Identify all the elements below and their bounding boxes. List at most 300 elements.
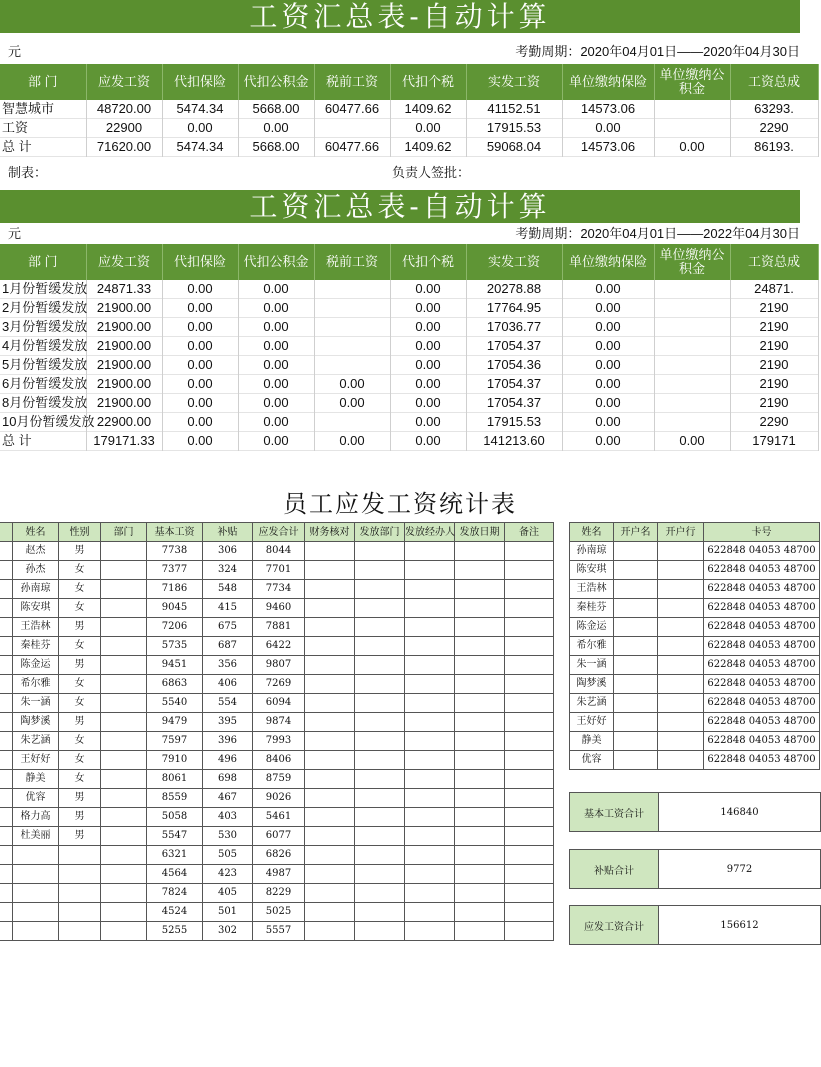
- empty-cell: [355, 865, 405, 884]
- employee-cell: 9026: [253, 789, 305, 808]
- employee-cell: [59, 884, 101, 903]
- employee-cell: [101, 846, 147, 865]
- empty-cell: [455, 751, 505, 770]
- bank-cell: [614, 675, 658, 694]
- value-cell: [314, 413, 390, 432]
- employee-cell: [101, 789, 147, 808]
- bank-cell: 622848 04053 48700: [704, 694, 820, 713]
- table-row: [570, 599, 820, 618]
- value-cell: 0.00: [390, 299, 466, 318]
- empty-cell: [455, 694, 505, 713]
- column-header: 应发工资: [86, 64, 162, 100]
- employee-cell: 6863: [147, 675, 203, 694]
- empty-cell: [405, 675, 455, 694]
- employee-cell: 赵杰: [13, 542, 59, 561]
- value-cell: 0.00: [238, 280, 314, 299]
- bank-cell: 622848 04053 48700: [704, 656, 820, 675]
- employee-cell: [101, 732, 147, 751]
- value-cell: 0.00: [390, 356, 466, 375]
- value-cell: 21900.00: [86, 318, 162, 337]
- empty-cell: [405, 751, 455, 770]
- empty-cell: [505, 637, 554, 656]
- table-row: [0, 770, 554, 789]
- employee-cell: 9045: [147, 599, 203, 618]
- empty-cell: [455, 789, 505, 808]
- empty-cell: [305, 580, 355, 599]
- employee-cell: 女: [59, 580, 101, 599]
- employee-cell: 501: [203, 903, 253, 922]
- value-cell: 0.00: [162, 299, 238, 318]
- empty-cell: [405, 922, 455, 941]
- value-cell: 0.00: [390, 337, 466, 356]
- bank-cell: [658, 542, 704, 561]
- empty-cell: [355, 694, 405, 713]
- employee-cell: 男: [59, 789, 101, 808]
- employee-cell: 希尔雅: [13, 675, 59, 694]
- empty-cell: [305, 599, 355, 618]
- employee-cell: 467: [203, 789, 253, 808]
- employee-cell: 403: [203, 808, 253, 827]
- bank-header-row: [570, 523, 820, 542]
- empty-cell: [355, 808, 405, 827]
- bank-card-table: [569, 522, 820, 770]
- value-cell: 0.00: [162, 280, 238, 299]
- basic-salary-total-value: 146840: [720, 806, 759, 818]
- value-cell: 22900: [86, 119, 162, 138]
- table-row: [0, 789, 554, 808]
- employee-cell: 7993: [253, 732, 305, 751]
- value-cell: 0.00: [654, 138, 730, 157]
- employee-cell: 415: [203, 599, 253, 618]
- value-cell: [654, 337, 730, 356]
- row-index-cell: [0, 561, 13, 580]
- bank-cell: 622848 04053 48700: [704, 599, 820, 618]
- row-index-cell: [0, 694, 13, 713]
- table-row: [0, 432, 818, 451]
- table-row: [0, 675, 554, 694]
- column-header: 工资总成: [730, 64, 818, 100]
- empty-cell: [305, 561, 355, 580]
- column-header: 代扣公积金: [238, 244, 314, 280]
- bank-cell: [658, 618, 704, 637]
- employee-cell: 5557: [253, 922, 305, 941]
- value-cell: 71620.00: [86, 138, 162, 157]
- bank-cell: 陈金运: [570, 618, 614, 637]
- empty-cell: [405, 827, 455, 846]
- row-index-cell: [0, 846, 13, 865]
- column-header: 备注: [505, 523, 554, 542]
- value-cell: [654, 280, 730, 299]
- value-cell: 17915.53: [466, 413, 562, 432]
- empty-cell: [305, 808, 355, 827]
- bank-cell: 朱艺涵: [570, 694, 614, 713]
- empty-cell: [505, 580, 554, 599]
- table-row: [0, 618, 554, 637]
- column-header: 部 门: [0, 244, 86, 280]
- employee-cell: 6422: [253, 637, 305, 656]
- bank-cell: 王浩林: [570, 580, 614, 599]
- value-cell: 0.00: [314, 375, 390, 394]
- table-row: [0, 138, 818, 157]
- empty-cell: [505, 827, 554, 846]
- department-cell: 8月份暂缓发放: [0, 394, 86, 413]
- value-cell: 86193.: [730, 138, 818, 157]
- empty-cell: [305, 713, 355, 732]
- employee-cell: 4524: [147, 903, 203, 922]
- table-row: [0, 413, 818, 432]
- empty-cell: [405, 884, 455, 903]
- employee-salary-table: [0, 522, 554, 941]
- empty-cell: [455, 580, 505, 599]
- column-header: 税前工资: [314, 64, 390, 100]
- value-cell: 0.00: [390, 394, 466, 413]
- empty-cell: [505, 618, 554, 637]
- column-header: 财务核对: [305, 523, 355, 542]
- empty-cell: [405, 656, 455, 675]
- bank-cell: 静美: [570, 732, 614, 751]
- value-cell: 2190: [730, 337, 818, 356]
- employee-cell: [101, 561, 147, 580]
- bank-cell: [614, 656, 658, 675]
- value-cell: [314, 119, 390, 138]
- employee-cell: 8044: [253, 542, 305, 561]
- employee-cell: 423: [203, 865, 253, 884]
- empty-cell: [355, 846, 405, 865]
- bank-cell: 622848 04053 48700: [704, 637, 820, 656]
- bank-cell: [658, 694, 704, 713]
- value-cell: 22900.00: [86, 413, 162, 432]
- gross-salary-total-label: 应发工资合计: [570, 906, 659, 944]
- employee-cell: 男: [59, 827, 101, 846]
- empty-cell: [455, 922, 505, 941]
- value-cell: [314, 280, 390, 299]
- value-cell: [654, 356, 730, 375]
- empty-cell: [505, 770, 554, 789]
- subsidy-total-box: [569, 849, 821, 889]
- bank-cell: 朱一涵: [570, 656, 614, 675]
- empty-cell: [305, 694, 355, 713]
- table-row: [0, 542, 554, 561]
- value-cell: 0.00: [390, 432, 466, 451]
- empty-cell: [405, 770, 455, 789]
- empty-cell: [505, 694, 554, 713]
- value-cell: 0.00: [238, 299, 314, 318]
- table-row: [0, 656, 554, 675]
- value-cell: 0.00: [562, 432, 654, 451]
- subsidy-total-label: 补贴合计: [570, 850, 659, 888]
- column-header: 实发工资: [466, 64, 562, 100]
- empty-cell: [455, 561, 505, 580]
- employee-cell: 7186: [147, 580, 203, 599]
- employee-cell: [101, 542, 147, 561]
- department-cell: 2月份暂缓发放: [0, 299, 86, 318]
- value-cell: 0.00: [562, 280, 654, 299]
- row-index-cell: [0, 618, 13, 637]
- summary2-header-row: [0, 244, 818, 280]
- empty-cell: [505, 732, 554, 751]
- bank-cell: 陈安琪: [570, 561, 614, 580]
- employee-cell: 男: [59, 713, 101, 732]
- value-cell: 2190: [730, 394, 818, 413]
- row-index-cell: [0, 865, 13, 884]
- value-cell: 17054.36: [466, 356, 562, 375]
- empty-cell: [405, 903, 455, 922]
- empty-cell: [505, 808, 554, 827]
- bank-cell: [614, 637, 658, 656]
- row-index-cell: [0, 542, 13, 561]
- employee-cell: 9874: [253, 713, 305, 732]
- employee-cell: 7597: [147, 732, 203, 751]
- employee-cell: 8406: [253, 751, 305, 770]
- column-header: 部门: [101, 523, 147, 542]
- value-cell: 0.00: [238, 413, 314, 432]
- approver-label: 负责人签批：: [392, 165, 471, 180]
- bank-cell: [658, 732, 704, 751]
- employee-cell: 9479: [147, 713, 203, 732]
- column-header: 发放日期: [455, 523, 505, 542]
- row-index-cell: [0, 656, 13, 675]
- gross-salary-total-box: [569, 905, 821, 945]
- employee-cell: [101, 922, 147, 941]
- table-row: [570, 713, 820, 732]
- empty-cell: [455, 808, 505, 827]
- empty-cell: [405, 713, 455, 732]
- bank-cell: [658, 675, 704, 694]
- empty-cell: [455, 846, 505, 865]
- empty-cell: [455, 865, 505, 884]
- empty-cell: [455, 770, 505, 789]
- department-cell: 6月份暂缓发放: [0, 375, 86, 394]
- employee-cell: 7269: [253, 675, 305, 694]
- value-cell: 2290: [730, 119, 818, 138]
- value-cell: 63293.: [730, 100, 818, 119]
- department-cell: 智慧城市: [0, 100, 86, 119]
- employee-cell: [101, 751, 147, 770]
- empty-cell: [305, 865, 355, 884]
- bank-cell: 孙南琼: [570, 542, 614, 561]
- value-cell: 1409.62: [390, 138, 466, 157]
- table-row: [0, 827, 554, 846]
- empty-cell: [355, 542, 405, 561]
- column-header: 代扣个税: [390, 64, 466, 100]
- column-header: 部 门: [0, 64, 86, 100]
- empty-cell: [455, 542, 505, 561]
- employee-cell: 9451: [147, 656, 203, 675]
- value-cell: 0.00: [562, 413, 654, 432]
- row-index-cell: [0, 808, 13, 827]
- row-index-header: [0, 523, 13, 542]
- column-header: 实发工资: [466, 244, 562, 280]
- empty-cell: [505, 599, 554, 618]
- value-cell: 0.00: [238, 432, 314, 451]
- table-row: [0, 713, 554, 732]
- value-cell: 60477.66: [314, 100, 390, 119]
- value-cell: 0.00: [562, 318, 654, 337]
- empty-cell: [355, 770, 405, 789]
- column-header: 姓名: [13, 523, 59, 542]
- row-index-cell: [0, 884, 13, 903]
- table-row: [0, 337, 818, 356]
- value-cell: [314, 318, 390, 337]
- table-row: [0, 100, 818, 119]
- row-index-cell: [0, 903, 13, 922]
- value-cell: 1409.62: [390, 100, 466, 119]
- bank-cell: [614, 580, 658, 599]
- employee-cell: [13, 884, 59, 903]
- empty-cell: [305, 637, 355, 656]
- table-row: [570, 732, 820, 751]
- employee-cell: 7206: [147, 618, 203, 637]
- gross-salary-total-value: 156612: [720, 919, 759, 931]
- empty-cell: [455, 618, 505, 637]
- empty-cell: [455, 637, 505, 656]
- row-index-cell: [0, 922, 13, 941]
- employee-cell: 302: [203, 922, 253, 941]
- employee-cell: 7881: [253, 618, 305, 637]
- value-cell: 179171: [730, 432, 818, 451]
- empty-cell: [355, 561, 405, 580]
- employee-cell: 女: [59, 637, 101, 656]
- bank-cell: 622848 04053 48700: [704, 618, 820, 637]
- table-row: [0, 846, 554, 865]
- row-index-cell: [0, 732, 13, 751]
- table-row: [570, 751, 820, 770]
- value-cell: 2190: [730, 375, 818, 394]
- row-index-cell: [0, 751, 13, 770]
- table-row: [0, 808, 554, 827]
- value-cell: 17054.37: [466, 337, 562, 356]
- employee-cell: 女: [59, 732, 101, 751]
- table-row: [0, 299, 818, 318]
- value-cell: 59068.04: [466, 138, 562, 157]
- column-header: 代扣个税: [390, 244, 466, 280]
- employee-cell: [101, 808, 147, 827]
- table-row: [0, 865, 554, 884]
- empty-cell: [455, 827, 505, 846]
- employee-cell: 5461: [253, 808, 305, 827]
- department-cell: 工资: [0, 119, 86, 138]
- value-cell: 0.00: [162, 394, 238, 413]
- employee-cell: 324: [203, 561, 253, 580]
- employee-cell: 5547: [147, 827, 203, 846]
- column-header: 税前工资: [314, 244, 390, 280]
- value-cell: [654, 299, 730, 318]
- value-cell: 0.00: [238, 337, 314, 356]
- employee-cell: 孙杰: [13, 561, 59, 580]
- value-cell: 0.00: [562, 356, 654, 375]
- table-row: [570, 580, 820, 599]
- column-header: 基本工资: [147, 523, 203, 542]
- value-cell: 17764.95: [466, 299, 562, 318]
- empty-cell: [355, 751, 405, 770]
- empty-cell: [305, 751, 355, 770]
- value-cell: [654, 318, 730, 337]
- empty-cell: [355, 637, 405, 656]
- employee-cell: 698: [203, 770, 253, 789]
- table-row: [0, 280, 818, 299]
- employee-cell: 6094: [253, 694, 305, 713]
- summary2-meta: [0, 224, 800, 244]
- empty-cell: [505, 846, 554, 865]
- employee-cell: 530: [203, 827, 253, 846]
- empty-cell: [505, 922, 554, 941]
- table-row: [0, 356, 818, 375]
- employee-header-row: [0, 523, 554, 542]
- summary1-title: 工资汇总表-自动计算: [0, 0, 800, 33]
- value-cell: 0.00: [162, 413, 238, 432]
- employee-cell: 496: [203, 751, 253, 770]
- bank-cell: 622848 04053 48700: [704, 732, 820, 751]
- empty-cell: [405, 789, 455, 808]
- table-row: [0, 637, 554, 656]
- empty-cell: [505, 884, 554, 903]
- employee-cell: 6321: [147, 846, 203, 865]
- table-row: [0, 884, 554, 903]
- bank-cell: 陶梦溪: [570, 675, 614, 694]
- bank-cell: 622848 04053 48700: [704, 675, 820, 694]
- employee-cell: 王浩林: [13, 618, 59, 637]
- employee-cell: 5540: [147, 694, 203, 713]
- employee-cell: 405: [203, 884, 253, 903]
- department-cell: 4月份暂缓发放: [0, 337, 86, 356]
- bank-cell: [658, 637, 704, 656]
- empty-cell: [305, 903, 355, 922]
- employee-cell: [101, 770, 147, 789]
- employee-cell: [59, 922, 101, 941]
- empty-cell: [305, 789, 355, 808]
- basic-salary-total-box: [569, 792, 821, 832]
- value-cell: 21900.00: [86, 375, 162, 394]
- bank-cell: [658, 713, 704, 732]
- value-cell: 0.00: [314, 394, 390, 413]
- row-index-cell: [0, 675, 13, 694]
- basic-salary-total-label: 基本工资合计: [570, 793, 659, 831]
- empty-cell: [355, 903, 405, 922]
- employee-cell: 395: [203, 713, 253, 732]
- employee-cell: [101, 827, 147, 846]
- summary2-period: 考勤周期：2020年04月01日——2022年04月30日: [515, 226, 800, 241]
- empty-cell: [355, 618, 405, 637]
- empty-cell: [455, 599, 505, 618]
- bank-cell: [614, 694, 658, 713]
- empty-cell: [405, 808, 455, 827]
- column-header: 姓名: [570, 523, 614, 542]
- employee-cell: 7738: [147, 542, 203, 561]
- employee-cell: [101, 903, 147, 922]
- value-cell: 0.00: [390, 413, 466, 432]
- value-cell: 0.00: [162, 119, 238, 138]
- employee-cell: [59, 846, 101, 865]
- value-cell: [654, 375, 730, 394]
- department-cell: 总 计: [0, 432, 86, 451]
- column-header: 应发工资: [86, 244, 162, 280]
- empty-cell: [405, 637, 455, 656]
- bank-cell: [614, 599, 658, 618]
- empty-cell: [355, 827, 405, 846]
- table-row: [570, 637, 820, 656]
- employee-cell: 女: [59, 751, 101, 770]
- value-cell: 0.00: [562, 119, 654, 138]
- employee-cell: 男: [59, 656, 101, 675]
- value-cell: 0.00: [562, 394, 654, 413]
- row-index-cell: [0, 827, 13, 846]
- employee-cell: 女: [59, 770, 101, 789]
- table-row: [570, 694, 820, 713]
- column-header: 卡号: [704, 523, 820, 542]
- summary1-table: [0, 64, 819, 157]
- summary1-unit: 元: [8, 44, 22, 59]
- empty-cell: [355, 713, 405, 732]
